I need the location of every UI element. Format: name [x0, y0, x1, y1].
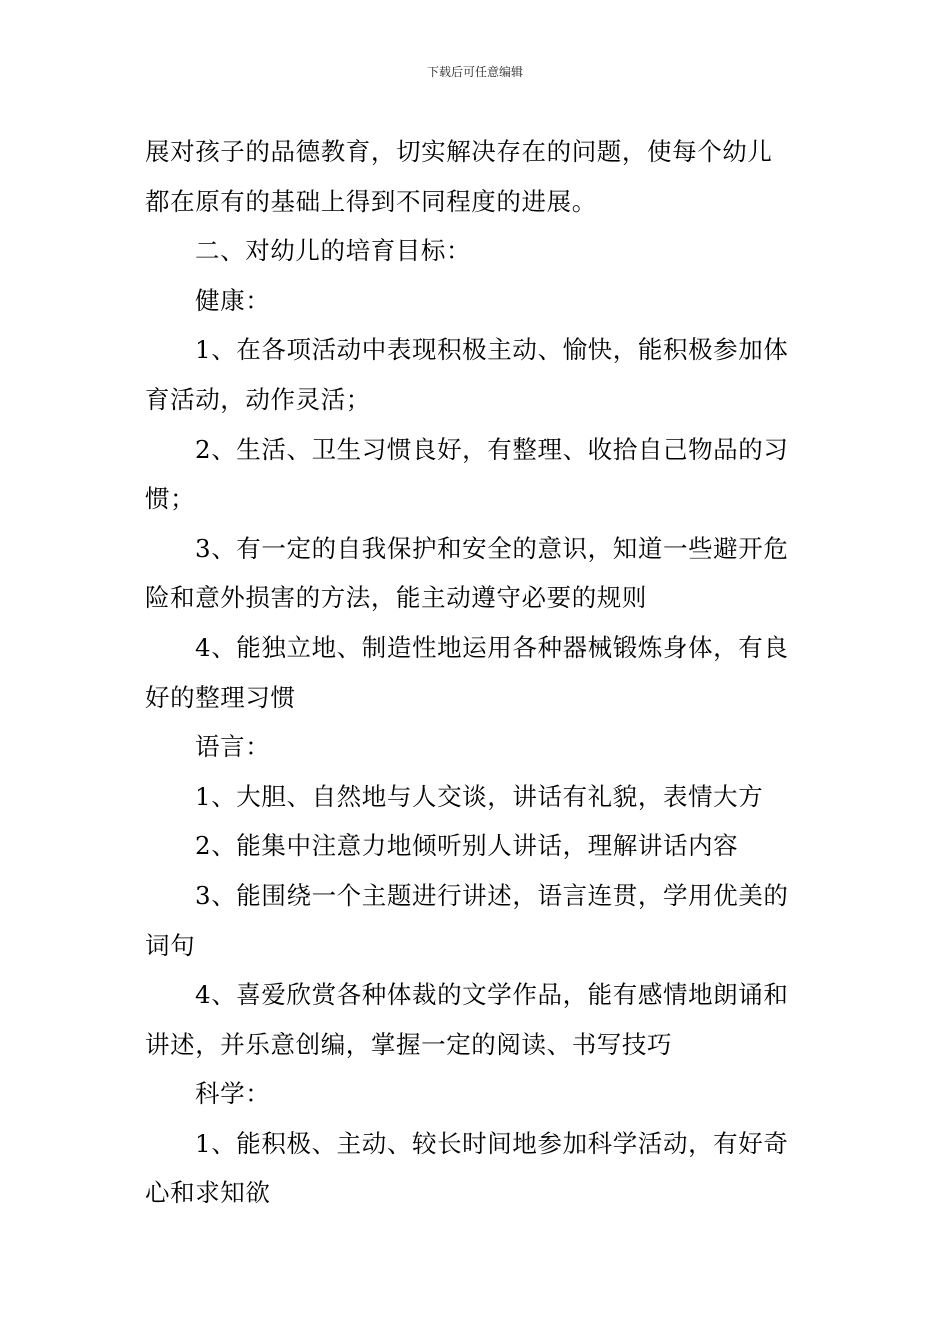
- text-line: 心和求知欲: [145, 1178, 271, 1208]
- subsection-heading-health: 健康：: [195, 285, 271, 315]
- text-line: 词句: [145, 930, 196, 960]
- text-line: 展对孩子的品德教育，切实解决存在的问题，使每个幼儿: [145, 137, 773, 166]
- header-note: 下载后可任意编辑: [426, 65, 523, 79]
- text-line: 2、生活、卫生习惯良好，有整理、收拾自己物品的习: [195, 434, 789, 464]
- text-line: 3、能围绕一个主题进行讲述，语言连贯，学用优美的: [195, 880, 789, 910]
- text-line: 1、大胆、自然地与人交谈，讲话有礼貌，表情大方: [195, 781, 764, 811]
- subsection-heading-language: 语言：: [195, 732, 271, 762]
- text-line: 4、喜爱欣赏各种体裁的文学作品，能有感情地朗诵和: [195, 980, 789, 1010]
- text-line: 育活动，动作灵活；: [145, 384, 371, 414]
- text-line: 1、在各项活动中表现积极主动、愉快，能积极参加体: [195, 335, 789, 365]
- text-line: 好的整理习惯: [145, 682, 296, 712]
- document-body: [145, 127, 807, 1218]
- subsection-heading-science: 科学：: [195, 1079, 271, 1109]
- text-line: 讲述，并乐意创编，掌握一定的阅读、书写技巧: [145, 1029, 673, 1059]
- section-heading: 二、对幼儿的培育目标：: [195, 236, 472, 266]
- text-line: 险和意外损害的方法，能主动遵守必要的规则: [145, 583, 647, 613]
- text-line: 3、有一定的自我保护和安全的意识，知道一些避开危: [195, 533, 789, 563]
- text-line: 1、能积极、主动、较长时间地参加科学活动，有好奇: [195, 1128, 789, 1158]
- text-line: 2、能集中注意力地倾听别人讲话，理解讲话内容: [195, 831, 739, 861]
- text-line: 4、能独立地、制造性地运用各种器械锻炼身体，有良: [195, 632, 789, 662]
- text-line: 惯；: [145, 484, 196, 514]
- text-line: 都在原有的基础上得到不同程度的进展。: [145, 186, 597, 216]
